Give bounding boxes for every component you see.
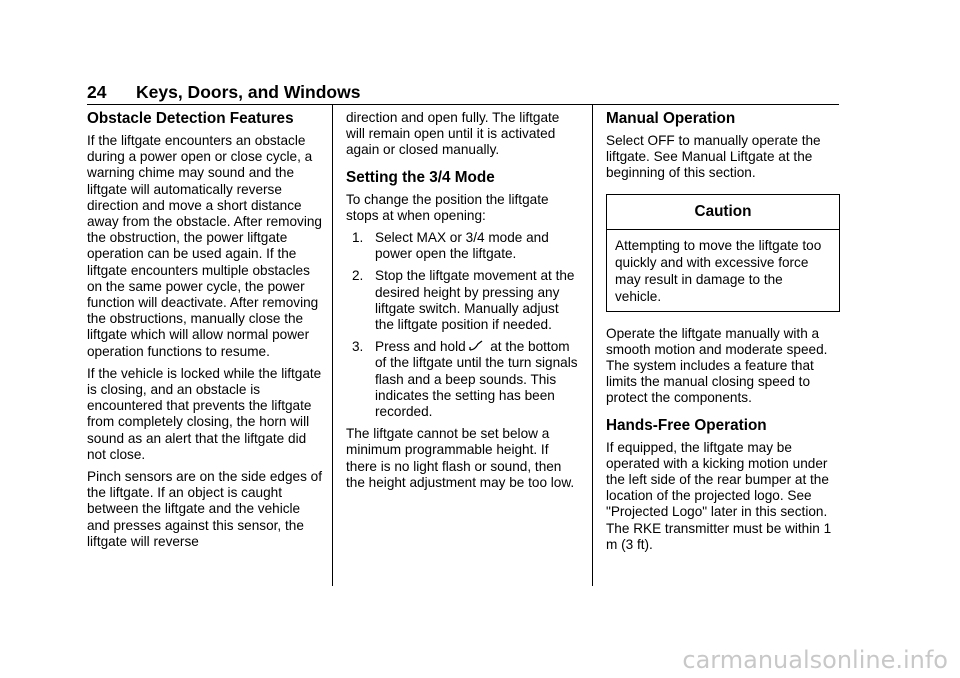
heading-setting-mode: Setting the 3/4 Mode <box>346 168 495 186</box>
step-number: 1. <box>352 230 364 246</box>
watermark: carmanualsonline.info <box>682 646 948 674</box>
step-number: 3. <box>352 339 364 355</box>
heading-hands-free: Hands-Free Operation <box>606 416 767 434</box>
step-text: at the bottom of the liftgate until the turn signals flash and a beep sounds. This indicates the setting has been recorded. <box>375 339 578 420</box>
section-title: Keys, Doors, and Windows <box>136 82 361 102</box>
column-left <box>87 110 323 556</box>
column-divider <box>592 104 593 586</box>
paragraph-continued: direction and open fully. The liftgate will remain open until it is activated again or closed manually. <box>346 110 560 158</box>
step-text: Stop the liftgate movement at the desired height by pressing any liftgate switch. Manually adjust the liftgate position if needed. <box>375 268 575 333</box>
page-header <box>87 82 839 105</box>
list-item <box>346 230 578 262</box>
steps-list <box>346 230 578 420</box>
paragraph: Operate the liftgate manually with a smooth motion and moderate speed. The system includes a feature that limits the manual closing speed to protect the components. <box>606 325 828 406</box>
step-number: 2. <box>352 268 364 284</box>
liftgate-key-icon <box>469 340 484 352</box>
list-item <box>346 339 578 420</box>
caution-title: Caution <box>607 195 839 230</box>
column-right <box>606 110 840 559</box>
heading-obstacle-detection: Obstacle Detection Features <box>87 110 294 127</box>
step-text: Press and hold <box>375 339 466 355</box>
paragraph: Select OFF to manually operate the liftgate. See Manual Liftgate at the beginning of this section. <box>606 133 821 181</box>
list-item <box>346 268 578 333</box>
paragraph: If the vehicle is locked while the liftgate is closing, and an obstacle is encountered that prevents the liftgate from completely closing, the horn will sound as an alert that the liftgate did not close. <box>87 365 322 462</box>
caution-text: Attempting to move the liftgate too quickly and with excessive force may result in damage to the vehicle. <box>615 237 822 304</box>
heading-manual-operation: Manual Operation <box>606 110 736 127</box>
paragraph: The liftgate cannot be set below a minimum programmable height. If there is no light flash or sound, then the height adjustment may be too low. <box>346 426 575 490</box>
column-middle <box>346 110 578 497</box>
page-number: 24 <box>87 82 107 102</box>
column-divider <box>332 104 333 586</box>
paragraph: If equipped, the liftgate may be operated with a kicking motion under the left side of the rear bumper at the location of the projected logo. See "Projected Logo" later in this section. The RKE transmitter must be within 1 m (3 ft). <box>606 439 832 552</box>
paragraph: If the liftgate encounters an obstacle during a power open or close cycle, a warning chime may sound and the liftgate will automatically reverse direction and move a short distance away from the obstacle. After removing the obstruction, the power liftgate operation can be used again. If the liftgate encounters multiple obstacles on the same power cycle, the power function will deactivate. After removing the obstructions, manually close the liftgate which will allow normal power operation functions to resume. <box>87 133 322 359</box>
step-text: Select MAX or 3/4 mode and power open the liftgate. <box>375 230 549 262</box>
paragraph: Pinch sensors are on the side edges of the liftgate. If an object is caught between the liftgate and the vehicle and presses against this sensor, the liftgate will reverse <box>87 469 323 549</box>
paragraph: To change the position the liftgate stops at when opening: <box>346 191 549 223</box>
caution-box <box>606 194 840 312</box>
